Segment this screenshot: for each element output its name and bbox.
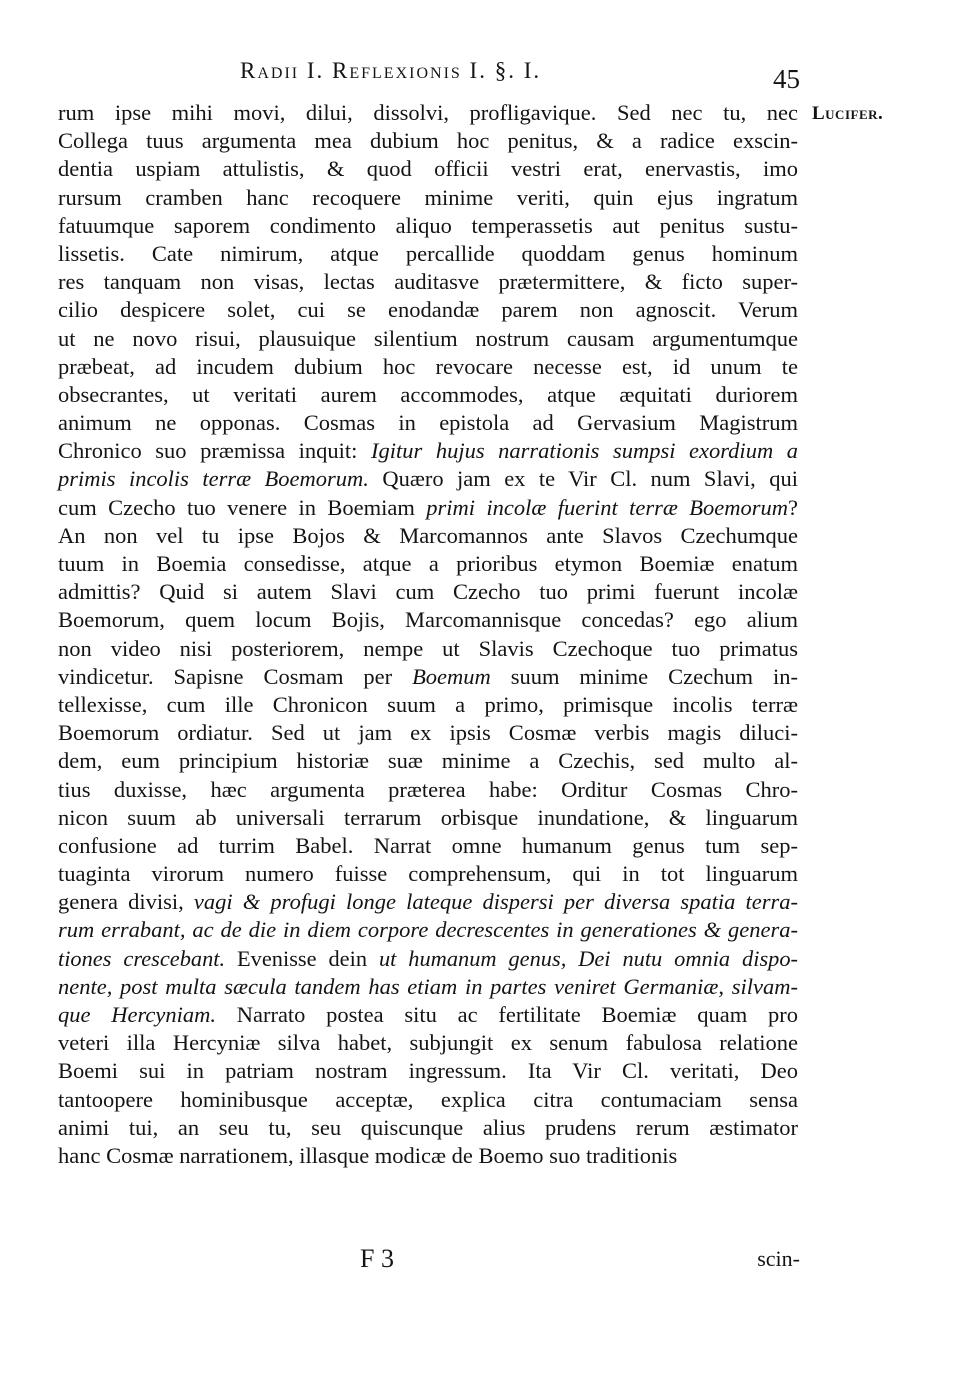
text-segment: confusione ad turrim Babel. Narrat omne humanum genus tum sep-	[58, 832, 798, 858]
italic-segment: tiones crescebant.	[58, 945, 226, 971]
catchword: scin-	[757, 1246, 800, 1271]
text-line	[58, 437, 798, 465]
text-segment: tuaginta virorum numero fuisse comprehensum, qui in tot linguarum	[58, 861, 798, 887]
italic-segment: Igitur hujus narrationis sumpsi exordium a	[371, 438, 798, 464]
text-line	[58, 916, 798, 944]
text-segment: Chronico suo præmissa inquit:	[58, 438, 371, 464]
text-line	[58, 973, 798, 1001]
marginal-note: Lucifer.	[812, 103, 884, 124]
text-line	[58, 381, 798, 409]
running-title: Radii I. Reflexionis I. §. I.	[240, 58, 542, 83]
text-segment: An non vel tu ipse Bojos & Marcomannos ante Slavos Czechumque	[58, 522, 798, 548]
text-segment: vindicetur. Sapisne Cosmam per	[58, 663, 413, 689]
text-line	[58, 1086, 798, 1114]
text-line	[58, 494, 798, 522]
text-segment: Boemorum ordiatur. Sed ut jam ex ipsis Cosmæ verbis magis diluci-	[58, 720, 798, 746]
text-line	[58, 578, 798, 606]
text-line	[58, 606, 798, 634]
text-line	[58, 691, 798, 719]
text-line	[58, 465, 798, 493]
text-segment: tuum in Boemia consedisse, atque a prioribus etymon Boemiæ enatum	[58, 551, 798, 576]
text-segment: genera divisi,	[58, 889, 194, 915]
italic-segment: que Hercyniam.	[58, 1002, 216, 1027]
text-segment: animi tui, an seu tu, seu quiscunque alius prudens rerum æstimator	[58, 1114, 798, 1140]
text-segment: ?	[787, 494, 798, 520]
text-line	[58, 240, 798, 268]
text-segment: Boemi sui in patriam nostram ingressum. Ita Vir Cl. veritati, Deo	[58, 1058, 798, 1084]
text-segment: Quæro jam ex te Vir Cl. num Slavi, qui	[368, 466, 798, 492]
page-number: 45	[773, 64, 800, 94]
italic-segment: ut humanum genus, Dei nutu omnia dispo-	[378, 945, 798, 971]
text-line	[58, 663, 798, 691]
text-line	[58, 635, 798, 663]
text-line	[58, 522, 798, 550]
text-line	[58, 268, 798, 296]
text-segment: admittis? Quid si autem Slavi cum Czecho tuo primi fuerunt incolæ	[58, 579, 798, 605]
text-segment: cilio despicere solet, cui se enodandæ parem non agnoscit. Verum	[58, 297, 798, 323]
text-segment: tius duxisse, hæc argumenta præterea habe: Orditur Cosmas Chro-	[58, 776, 798, 802]
text-segment: Narrato postea situ ac fertilitate Boemiæ quam pro	[215, 1002, 798, 1027]
text-segment: hanc Cosmæ narrationem, illasque modicæ de Boemo suo traditionis	[58, 1142, 678, 1168]
text-line	[58, 860, 798, 888]
text-line	[58, 127, 798, 155]
italic-segment: nente, post multa sæcula tandem has etiam in partes veniret Germaniæ, silvam-	[58, 973, 798, 999]
page-footer	[60, 1244, 800, 1278]
body-text	[58, 99, 798, 1170]
text-segment: rursum cramben hanc recoquere minime veriti, quin ejus ingratum	[58, 184, 798, 210]
text-line	[58, 1114, 798, 1142]
text-segment: præbeat, ad incudem dubium hoc revocare necesse est, id unum te	[58, 353, 798, 379]
signature-mark: F 3	[360, 1244, 394, 1273]
text-line	[58, 155, 798, 183]
page-header	[60, 58, 800, 98]
italic-segment: rum errabant, ac de die in diem corpore decrescentes in generationes & genera-	[58, 917, 798, 943]
text-line	[58, 888, 798, 916]
text-segment: dentia uspiam attulistis, & quod officii vestri erat, enervastis, imo	[58, 156, 798, 182]
text-segment: lissetis. Cate nimirum, atque percallide quoddam genus hominum	[58, 240, 798, 266]
text-line	[58, 747, 798, 775]
text-segment: fatuumque saporem condimento aliquo temperassetis aut penitus sustu-	[58, 212, 798, 238]
text-segment: Boemorum, quem locum Bojis, Marcomannisque concedas? ego alium	[58, 607, 798, 633]
text-line	[58, 776, 798, 804]
italic-segment: Boemum	[412, 663, 491, 689]
text-segment: res tanquam non visas, lectas auditasve prætermittere, & ficto super-	[58, 269, 798, 295]
text-segment: tellexisse, cum ille Chronicon suum a primo, primisque incolis terræ	[58, 691, 798, 717]
text-line	[58, 832, 798, 860]
text-segment: ut ne novo risui, plausuique silentium nostrum causam argumentumque	[58, 325, 798, 351]
text-line	[58, 945, 798, 973]
text-line	[58, 1142, 798, 1170]
text-line	[58, 1029, 798, 1057]
text-segment: nicon suum ab universali terrarum orbisque inundatione, & linguarum	[58, 804, 798, 830]
text-line	[58, 325, 798, 353]
text-segment: tantoopere hominibusque acceptæ, explica citra contumaciam sensa	[58, 1086, 798, 1112]
text-segment: suum minime Czechum in-	[490, 663, 798, 689]
text-segment: Collega tuus argumenta mea dubium hoc penitus, & a radice exscin-	[58, 128, 798, 154]
text-segment: dem, eum principium historiæ suæ minime a Czechis, sed multo al-	[58, 748, 798, 774]
text-line	[58, 1057, 798, 1085]
text-line	[58, 1001, 798, 1029]
text-line	[58, 804, 798, 832]
text-segment: rum ipse mihi movi, dilui, dissolvi, profligavique. Sed nec tu, nec	[58, 100, 798, 125]
text-line	[58, 409, 798, 437]
text-segment: obsecrantes, ut veritati aurem accommodes, atque æquitati duriorem	[58, 381, 798, 407]
italic-segment: primi incolæ fuerint terræ Boemorum	[426, 494, 788, 520]
text-segment: veteri illa Hercyniæ silva habet, subjungit ex senum fabulosa relatione	[58, 1030, 798, 1056]
text-line	[58, 184, 798, 212]
text-line	[58, 353, 798, 381]
italic-segment: vagi & profugi longe lateque dispersi per diversa spatia terra-	[193, 889, 798, 915]
text-line	[58, 550, 798, 578]
text-line	[58, 99, 798, 127]
text-line	[58, 212, 798, 240]
text-segment: non video nisi posteriorem, nempe ut Slavis Czechoque tuo primatus	[58, 635, 798, 661]
text-segment: animum ne opponas. Cosmas in epistola ad Gervasium Magistrum	[58, 410, 798, 436]
italic-segment: primis incolis terræ Boemorum.	[58, 466, 369, 492]
text-segment: Evenisse dein	[225, 945, 379, 971]
text-line	[58, 296, 798, 324]
text-line	[58, 719, 798, 747]
text-segment: cum Czecho tuo venere in Boemiam	[58, 494, 427, 520]
